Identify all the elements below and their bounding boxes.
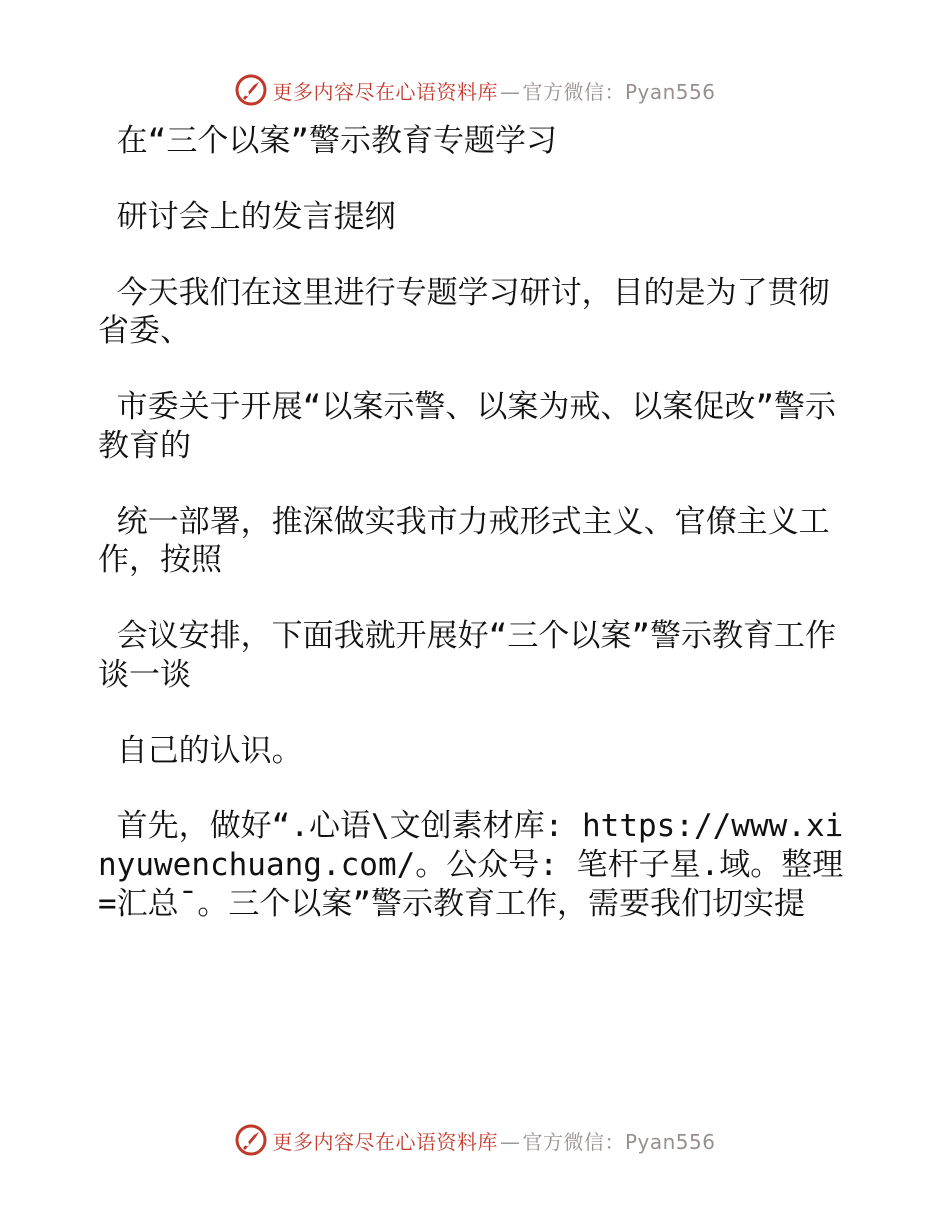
title-line-2: 研讨会上的发言提纲	[98, 198, 396, 235]
body-paragraph: 会议安排，下面我就开展好“三个以案”警示教育工作谈一谈	[98, 618, 836, 693]
body-paragraph: 自己的认识。	[98, 732, 303, 769]
watermark-text: 更多内容尽在心语资料库 — 官方微信：Pyan556	[272, 79, 716, 104]
watermark-banner-top	[0, 70, 950, 110]
body-paragraph: 市委关于开展“以案示警、以案为戒、以案促改”警示教育的	[98, 389, 836, 464]
watermark-banner-bottom	[0, 1120, 950, 1160]
body-paragraph: 今天我们在这里进行专题学习研讨，目的是为了贯彻省委、	[98, 274, 830, 350]
document-body	[98, 122, 858, 924]
pen-nib-logo-icon	[234, 73, 268, 107]
title-line-1: 在“三个以案”警示教育专题学习	[98, 123, 557, 159]
watermark-text: 更多内容尽在心语资料库 — 官方微信：Pyan556	[272, 1129, 716, 1154]
pen-nib-logo-icon	[234, 1123, 268, 1157]
body-paragraph: 首先，做好“.心语\文创素材库: https://www.xinyuwenchuang.com/。公众号: 笔杆子星.域。整理=汇总¯。三个以案”警示教育工作，需要我们切实提	[98, 808, 844, 922]
body-paragraph: 统一部署，推深做实我市力戒形式主义、官僚主义工作，按照	[98, 503, 830, 579]
